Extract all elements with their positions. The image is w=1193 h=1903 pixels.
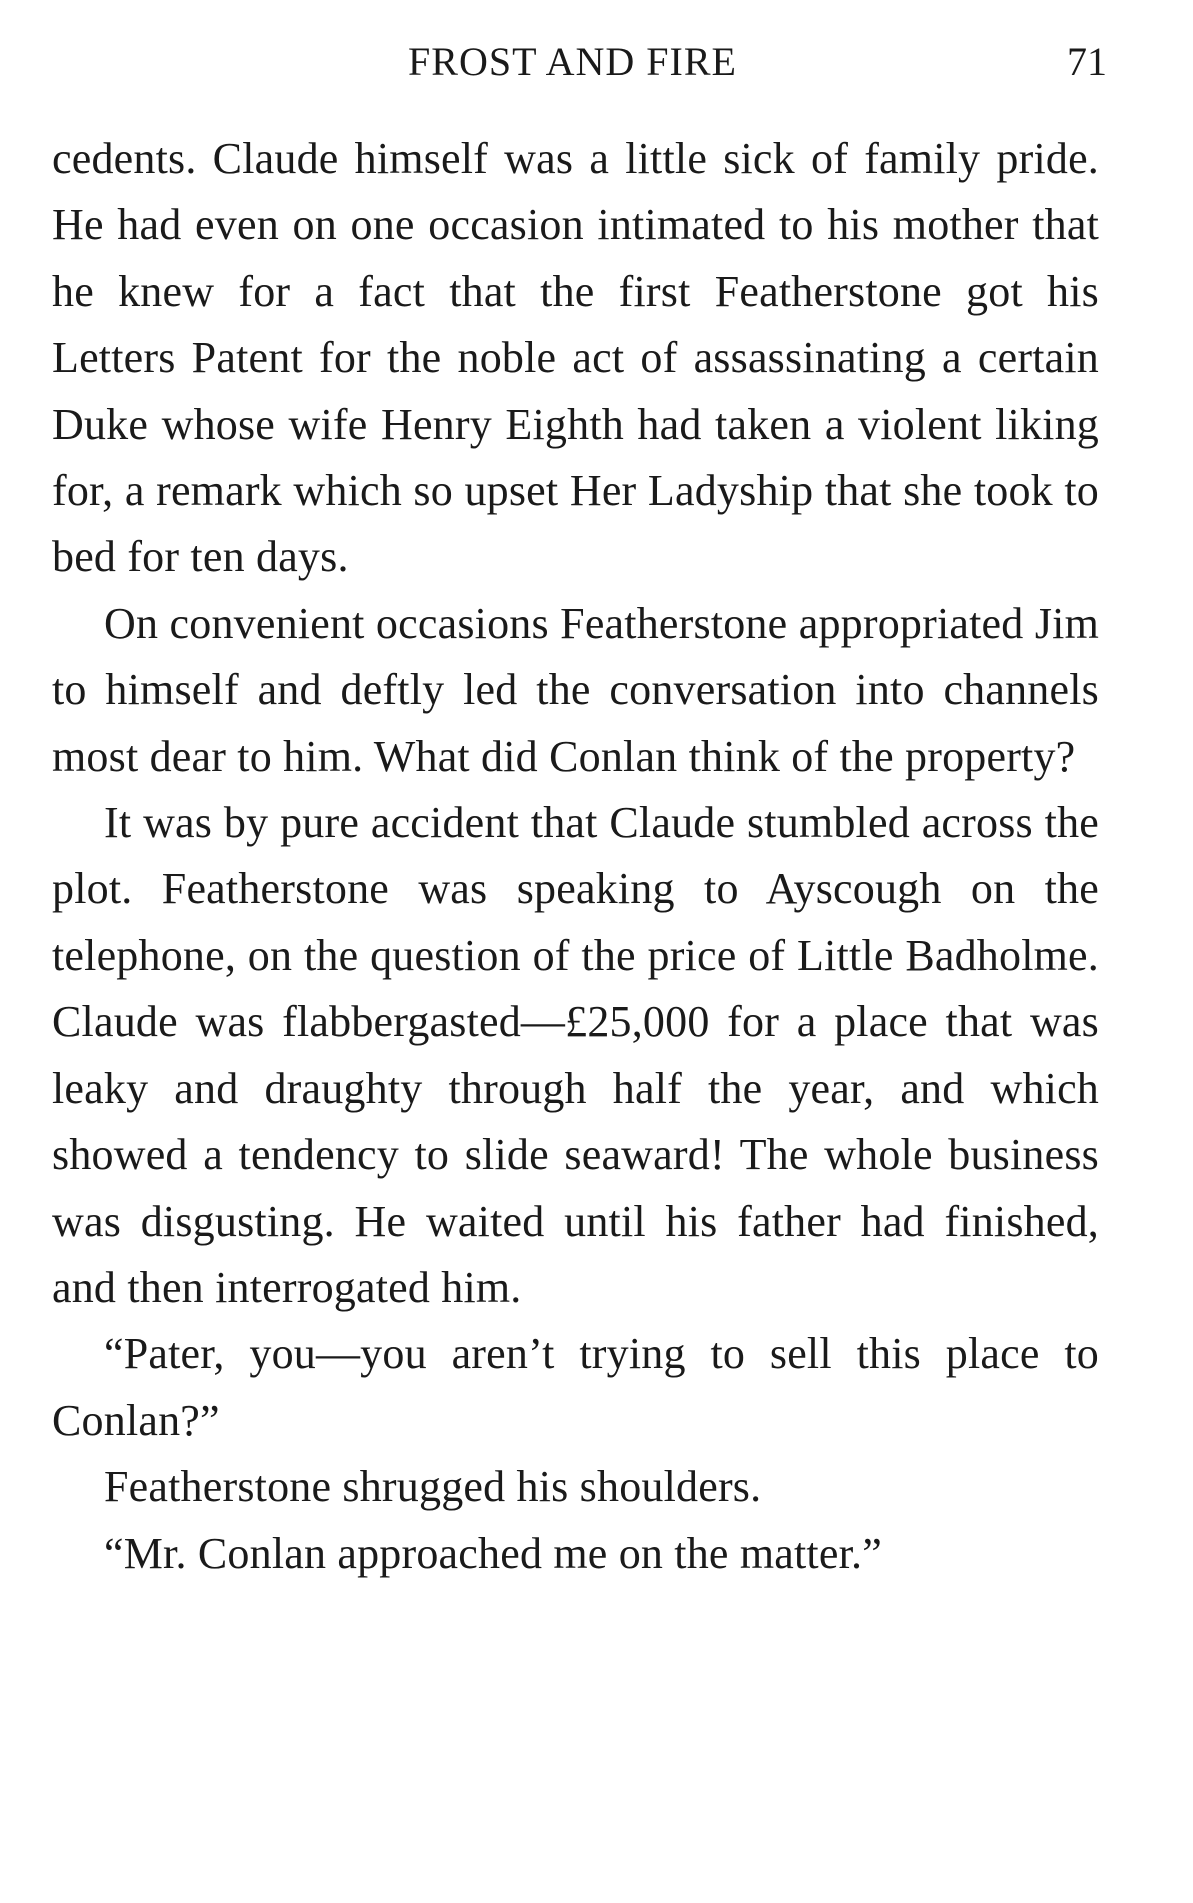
paragraph: Featherstone shrugged his shoulders.	[104, 1462, 762, 1512]
paragraph: cedents. Claude himself was a little sick of family pride. He had even on one occasion intimated to his mother that he knew for a fact that the first Featherstone got his Letters Patent for the noble act of assassinating a certain Duke whose wife Henry Eighth had taken a violent liking for, a remark which so upset Her Ladyship that she took to bed for ten days.	[52, 134, 1099, 582]
paragraph: “Mr. Conlan approached me on the matter.”	[104, 1528, 882, 1578]
body-text	[52, 126, 1099, 1587]
paragraph: “Pater, you—you aren’t trying to sell this place to Conlan?”	[52, 1329, 1099, 1445]
running-head	[52, 32, 1107, 92]
running-title: FROST AND FIRE	[408, 39, 737, 84]
paragraph: On convenient occasions Featherstone appropriated Jim to himself and deftly led the conversation into channels most dear to him. What did Conlan think of the property?	[52, 598, 1099, 781]
page-number: 71	[1067, 39, 1107, 84]
paragraph: It was by pure accident that Claude stumbled across the plot. Featherstone was speaking to Ayscough on the telephone, on the question of the price of Little Badholme. Claude was flabbergasted—£25,000 for a place that was leaky and draughty through half the year, and which showed a tendency to slide seaward! The whole business was disgusting. He waited until his father had finished, and then interrogated him.	[52, 798, 1099, 1312]
